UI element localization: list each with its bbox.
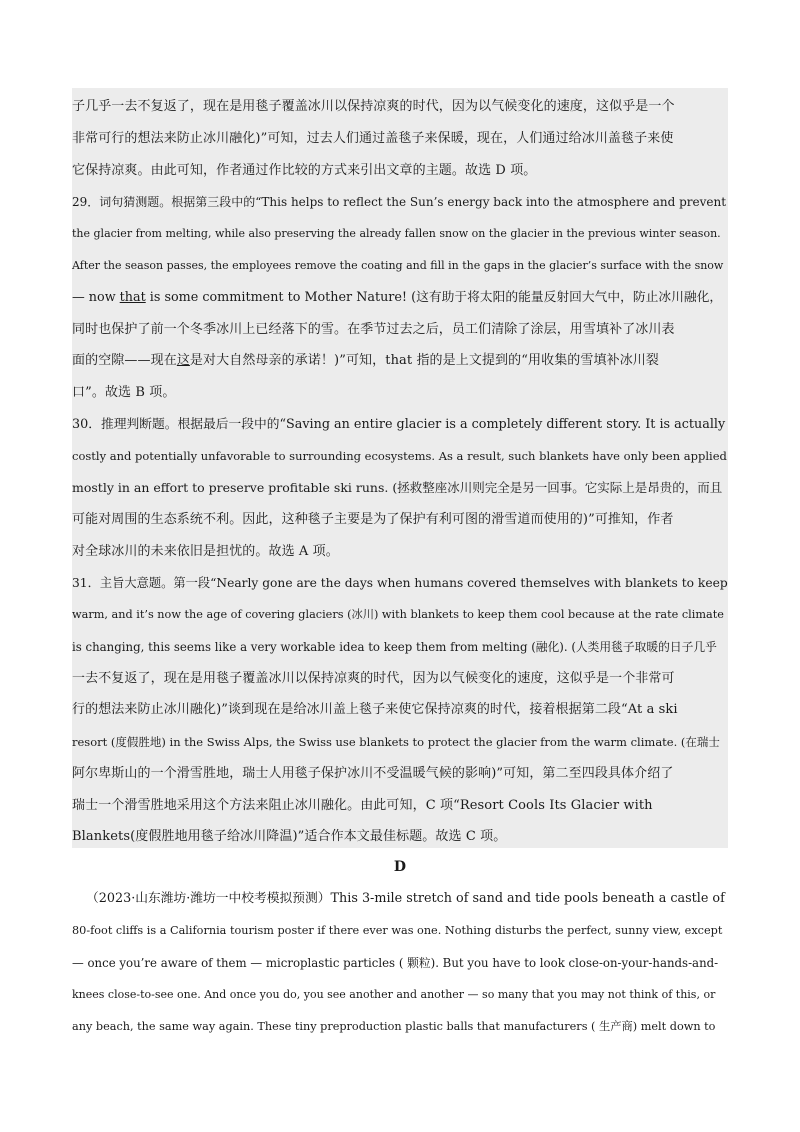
question-30-line: 对全球冰川的未来依旧是担忧的。故选 A 项。 [72,544,339,559]
question-31-line: Blankets(度假胜地用毯子给冰川降温)”适合作本文最佳标题。故选 C 项。 [72,829,507,844]
question-31-line: is changing, this seems like a very workable idea to keep them from melting (融化). (人类用毯子取暖的日子几乎 [72,640,717,654]
question-30-line: costly and potentially unfavorable to surrounding ecosystems. As a result, such blankets have only been applied [72,449,727,463]
text-span: is some commitment to Mother Nature! (这有助于将太阳的能量反射回大气中，防止冰川融化， [145,290,723,305]
question-29-line: the glacier from melting, while also preserving the already fallen snow on the glacier in the previous winter season. [72,227,721,240]
passage-line: — once you’re aware of them — microplastic particles ( 颗粒). But you have to look close-on-your-hands-and- [72,956,719,970]
text-span: — now [72,290,120,305]
text-span: 面的空隙——现在 [72,353,177,368]
question-29-line [72,352,728,370]
passage-line: 80-foot cliffs is a California tourism poster if there ever was one. Nothing disturbs the perfect, sunny view, except [72,924,723,937]
question-31-line: 阿尔卑斯山的一个滑雪胜地，瑞士人用毯子保护冰川不受温暖气候的影响)”可知，第二至四段具体介绍了 [72,766,674,781]
text-line: 非常可行的想法来防止冰川融化)”可知，过去人们通过盖毯子来保暖，现在，人们通过给冰川盖毯子来使 [72,131,674,146]
question-29-line: 29．词句猜测题。根据第三段中的“This helps to reflect the Sun’s energy back into the atmosphere and prevent [72,195,727,209]
question-29-line: 同时也保护了前一个冬季冰川上已经落下的雪。在季节过去之后，员工们清除了涂层，用雪填补了冰川表 [72,322,675,337]
question-29-line [72,289,728,307]
underlined-word: that [119,290,146,305]
question-30-line: mostly in an effort to preserve profitable ski runs. (拯救整座冰川则完全是另一回事。它实际上是昂贵的，而且 [72,480,723,495]
text-line: 子几乎一去不复返了，现在是用毯子覆盖冰川以保持凉爽的时代，因为以气候变化的速度，这似乎是一个 [72,99,675,114]
question-31-line: resort (度假胜地) in the Swiss Alps, the Swiss use blankets to protect the glacier from the warm climate. (在瑞士 [72,735,720,749]
question-31-line: 一去不复返了，现在是用毯子覆盖冰川以保持凉爽的时代，因为以气候变化的速度，这似乎是一个非常可 [72,671,675,686]
question-31-line: 瑞士一个滑雪胜地采用这个方法来阻止冰川融化。由此可知，C 项“Resort Cools Its Glacier with [72,798,653,813]
text-line: 它保持凉爽。由此可知，作者通过作比较的方式来引出文章的主题。故选 D 项。 [72,163,537,178]
question-31-line: 行的想法来防止冰川融化)”谈到现在是给冰川盖上毯子来使它保持凉爽的时代，接着根据第二段“At a ski [72,702,678,717]
passage-line: knees close-to-see one. And once you do, you see another and another — so many that you may not think of this, or [72,988,716,1001]
passage-line: any beach, the same way again. These tiny preproduction plastic balls that manufacturers ( 生产商) melt down to [72,1020,716,1033]
question-29-line: After the season passes, the employees remove the coating and fill in the gaps in the glacier’s surface with the snow [72,259,724,272]
question-29-line: 口”。故选 B 项。 [72,385,176,400]
question-30-line: 可能对周围的生态系统不利。因此，这种毯子主要是为了保护有利可图的滑雪道而使用的)”可推知，作者 [72,512,674,527]
passage-line: （2023·山东潍坊·潍坊一中校考模拟预测）This 3-mile stretch of sand and tide pools beneath a castle of [86,891,725,906]
text-span: 是对大自然母亲的承诺！)”可知，that 指的是上文提到的“用收集的雪填补冰川裂 [189,353,659,368]
underlined-word: 这 [176,353,190,368]
question-30-line: 30．推理判断题。根据最后一段中的“Saving an entire glacier is a completely different story. It is actually [72,417,726,432]
section-heading: D [393,859,407,875]
question-31-line: warm, and it’s now the age of covering glaciers (冰川) with blankets to keep them cool because at the rate climate [72,608,724,621]
question-31-line: 31．主旨大意题。第一段“Nearly gone are the days when humans covered themselves with blankets to keep [72,576,728,590]
